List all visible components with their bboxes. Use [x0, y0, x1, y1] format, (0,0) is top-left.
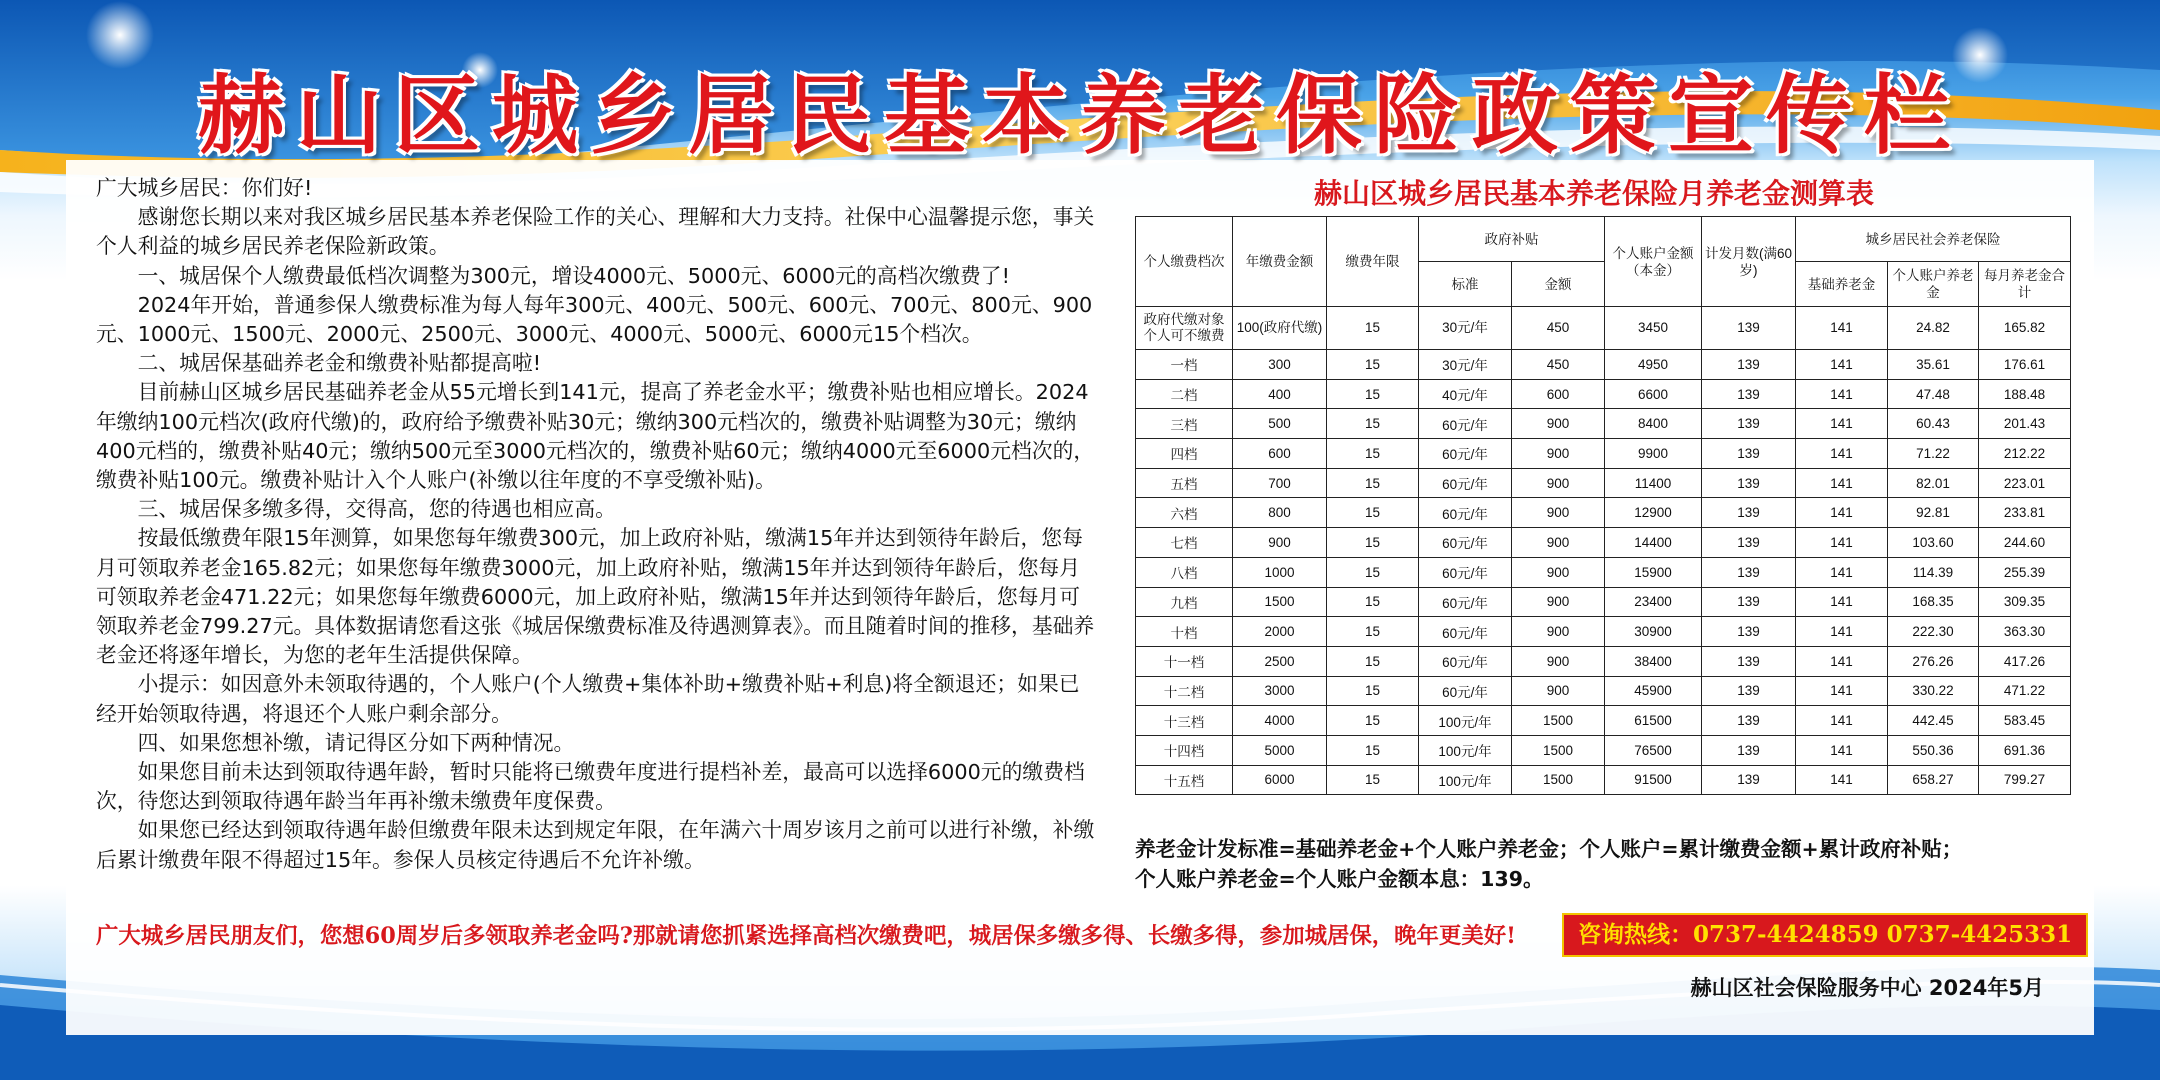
cell-account-pension: 92.81: [1888, 498, 1979, 528]
cell-years: 15: [1327, 706, 1419, 736]
cell-account-pension: 658.27: [1888, 765, 1979, 795]
table-row: [1136, 676, 2071, 706]
cell-account-pension: 550.36: [1888, 735, 1979, 765]
cell-account: 38400: [1605, 646, 1702, 676]
cell-basic: 141: [1796, 528, 1888, 558]
cell-annual: 5000: [1233, 735, 1327, 765]
cell-amount: 1500: [1512, 765, 1605, 795]
cell-basic: 141: [1796, 468, 1888, 498]
cell-account-pension: 114.39: [1888, 557, 1979, 587]
cell-standard: 60元/年: [1419, 498, 1512, 528]
cell-standard: 60元/年: [1419, 468, 1512, 498]
cell-account-pension: 276.26: [1888, 646, 1979, 676]
cell-annual: 1500: [1233, 587, 1327, 617]
cell-months: 139: [1702, 350, 1796, 380]
cell-amount: 1500: [1512, 735, 1605, 765]
letter-paragraph: 感谢您长期以来对我区城乡居民基本养老保险工作的关心、理解和大力支持。社保中心温馨提示您，事关个人利益的城乡居民养老保险新政策。: [96, 205, 1095, 259]
cell-basic: 141: [1796, 557, 1888, 587]
cell-amount: 900: [1512, 528, 1605, 558]
cell-basic: 141: [1796, 307, 1888, 350]
cell-tier: 八档: [1136, 557, 1233, 587]
cell-tier: 十档: [1136, 617, 1233, 647]
cell-months: 139: [1702, 498, 1796, 528]
section-heading: 一、城居保个人缴费最低档次调整为300元，增设4000元、5000元、6000元的高档次缴费了!: [137, 263, 1010, 288]
cell-account-pension: 222.30: [1888, 617, 1979, 647]
cell-basic: 141: [1796, 409, 1888, 439]
formula-line: 个人账户养老金=个人账户金额本息：139。: [1135, 867, 1544, 891]
cell-years: 15: [1327, 557, 1419, 587]
cell-months: 139: [1702, 735, 1796, 765]
slogan: 广大城乡居民朋友们，您想60周岁后多领取养老金吗?那就请您抓紧选择高档次缴费吧，城居保多缴多得、长缴多得，参加城居保，晚年更美好!: [96, 923, 1516, 949]
cell-months: 139: [1702, 587, 1796, 617]
cell-monthly-total: 233.81: [1979, 498, 2071, 528]
letter-greeting: 广大城乡居民：你们好!: [96, 176, 313, 200]
cell-monthly-total: 255.39: [1979, 557, 2071, 587]
cell-years: 15: [1327, 646, 1419, 676]
cell-account: 14400: [1605, 528, 1702, 558]
hotline-badge: 咨询热线：0737-4424859 0737-4425331: [1562, 913, 2088, 957]
letter-paragraph: 目前赫山区城乡居民基础养老金从55元增长到141元，提高了养老金水平；缴费补贴也相应增长。2024年缴纳100元档次(政府代缴)的，政府给予缴费补贴30元；缴纳300元档次的，缴费补贴调整为30元；缴纳400元档的，缴费补贴40元；缴纳500元至3000元档次的，缴费补贴60元；缴纳4000元至6000元档次的，缴费补贴100元。缴费补贴计入个人账户(补缴以往年度的不享受缴补贴)。: [96, 380, 1095, 493]
cell-monthly-total: 165.82: [1979, 307, 2071, 350]
issuer-footer: 赫山区社会保险服务中心 2024年5月: [1690, 976, 2044, 1000]
cell-account: 9900: [1605, 439, 1702, 469]
header-monthly-total: 每月养老金合计: [1979, 262, 2071, 307]
cell-years: 15: [1327, 735, 1419, 765]
cell-account-pension: 35.61: [1888, 350, 1979, 380]
cell-account-pension: 442.45: [1888, 706, 1979, 736]
header-pension-group: 城乡居民社会养老保险: [1796, 217, 2071, 262]
cell-annual: 600: [1233, 439, 1327, 469]
cell-years: 15: [1327, 765, 1419, 795]
cell-monthly-total: 309.35: [1979, 587, 2071, 617]
cell-amount: 900: [1512, 617, 1605, 647]
cell-basic: 141: [1796, 587, 1888, 617]
cell-annual: 2500: [1233, 646, 1327, 676]
cell-years: 15: [1327, 439, 1419, 469]
cell-account-pension: 82.01: [1888, 468, 1979, 498]
cell-annual: 300: [1233, 350, 1327, 380]
cell-months: 139: [1702, 439, 1796, 469]
cell-basic: 141: [1796, 617, 1888, 647]
cell-basic: 141: [1796, 706, 1888, 736]
cell-monthly-total: 176.61: [1979, 350, 2071, 380]
cell-monthly-total: 201.43: [1979, 409, 2071, 439]
table-row: [1136, 468, 2071, 498]
table-row: [1136, 307, 2071, 350]
tip-paragraph: 小提示：如因意外未领取待遇的，个人账户(个人缴费+集体补助+缴费补贴+利息)将全额退还；如果已经开始领取待遇，将退还个人账户剩余部分。: [96, 672, 1080, 726]
cell-amount: 450: [1512, 307, 1605, 350]
cell-standard: 100元/年: [1419, 735, 1512, 765]
cell-account-pension: 168.35: [1888, 587, 1979, 617]
cell-annual: 900: [1233, 528, 1327, 558]
cell-months: 139: [1702, 706, 1796, 736]
section-heading: 三、城居保多缴多得，交得高，您的待遇也相应高。: [137, 497, 616, 522]
cell-account: 15900: [1605, 557, 1702, 587]
cell-monthly-total: 471.22: [1979, 676, 2071, 706]
header-account-pension: 个人账户养老金: [1888, 262, 1979, 307]
cell-years: 15: [1327, 498, 1419, 528]
cell-months: 139: [1702, 646, 1796, 676]
table-row: [1136, 646, 2071, 676]
cell-basic: 141: [1796, 735, 1888, 765]
cell-basic: 141: [1796, 765, 1888, 795]
cell-monthly-total: 188.48: [1979, 379, 2071, 409]
table-row: [1136, 409, 2071, 439]
cell-tier: 政府代缴对象个人可不缴费: [1136, 307, 1233, 350]
cell-months: 139: [1702, 557, 1796, 587]
cell-account: 91500: [1605, 765, 1702, 795]
cell-account-pension: 60.43: [1888, 409, 1979, 439]
table-row: [1136, 528, 2071, 558]
cell-amount: 900: [1512, 468, 1605, 498]
cell-amount: 450: [1512, 350, 1605, 380]
cell-annual: 800: [1233, 498, 1327, 528]
cell-amount: 1500: [1512, 706, 1605, 736]
header-years: 缴费年限: [1327, 217, 1419, 307]
letter-paragraph: 按最低缴费年限15年测算，如果您每年缴费300元，加上政府补贴，缴满15年并达到领待年龄后，您每月可领取养老金165.82元；如果您每年缴费3000元，加上政府补贴，缴满15年并达到领待年龄后，您每月可领取养老金471.22元；如果您每年缴费6000元，加上政府补贴，缴满15年并达到领待年龄后，您每月可领取养老金799.27元。具体数据请您看这张《城居保缴费标准及待遇测算表》。而且随着时间的推移，基础养老金还将逐年增长，为您的老年生活提供保障。: [96, 526, 1095, 668]
cell-years: 15: [1327, 468, 1419, 498]
header-basic-pension: 基础养老金: [1796, 262, 1888, 307]
cell-standard: 40元/年: [1419, 379, 1512, 409]
cell-basic: 141: [1796, 646, 1888, 676]
cell-monthly-total: 691.36: [1979, 735, 2071, 765]
cell-account: 76500: [1605, 735, 1702, 765]
cell-annual: 6000: [1233, 765, 1327, 795]
cell-months: 139: [1702, 528, 1796, 558]
cell-months: 139: [1702, 409, 1796, 439]
cell-tier: 十三档: [1136, 706, 1233, 736]
cell-annual: 100(政府代缴): [1233, 307, 1327, 350]
cell-years: 15: [1327, 676, 1419, 706]
cell-basic: 141: [1796, 676, 1888, 706]
cell-years: 15: [1327, 379, 1419, 409]
cell-standard: 60元/年: [1419, 617, 1512, 647]
cell-monthly-total: 223.01: [1979, 468, 2071, 498]
cell-account: 4950: [1605, 350, 1702, 380]
table-row: [1136, 617, 2071, 647]
cell-amount: 600: [1512, 379, 1605, 409]
cell-standard: 60元/年: [1419, 439, 1512, 469]
cell-standard: 60元/年: [1419, 587, 1512, 617]
cell-amount: 900: [1512, 557, 1605, 587]
cell-monthly-total: 212.22: [1979, 439, 2071, 469]
cell-tier: 四档: [1136, 439, 1233, 469]
cell-annual: 3000: [1233, 676, 1327, 706]
table-row: [1136, 379, 2071, 409]
table-row: [1136, 706, 2071, 736]
cell-account: 6600: [1605, 379, 1702, 409]
formula-line: 养老金计发标准=基础养老金+个人账户养老金；个人账户=累计缴费金额+累计政府补贴；: [1135, 837, 1963, 861]
cell-standard: 60元/年: [1419, 409, 1512, 439]
formula-note: [1135, 834, 2095, 894]
cell-account: 3450: [1605, 307, 1702, 350]
cell-account: 23400: [1605, 587, 1702, 617]
cell-monthly-total: 417.26: [1979, 646, 2071, 676]
cell-months: 139: [1702, 676, 1796, 706]
table-row: [1136, 498, 2071, 528]
cell-account: 45900: [1605, 676, 1702, 706]
cell-tier: 五档: [1136, 468, 1233, 498]
cell-years: 15: [1327, 528, 1419, 558]
cell-tier: 十四档: [1136, 735, 1233, 765]
cell-years: 15: [1327, 587, 1419, 617]
cell-amount: 900: [1512, 498, 1605, 528]
cell-tier: 一档: [1136, 350, 1233, 380]
cell-amount: 900: [1512, 439, 1605, 469]
table-row: [1136, 350, 2071, 380]
cell-basic: 141: [1796, 439, 1888, 469]
cell-account: 12900: [1605, 498, 1702, 528]
cell-annual: 1000: [1233, 557, 1327, 587]
cell-standard: 60元/年: [1419, 557, 1512, 587]
cell-standard: 30元/年: [1419, 307, 1512, 350]
cell-account-pension: 24.82: [1888, 307, 1979, 350]
cell-tier: 十一档: [1136, 646, 1233, 676]
cell-standard: 60元/年: [1419, 528, 1512, 558]
cell-standard: 60元/年: [1419, 676, 1512, 706]
cell-annual: 700: [1233, 468, 1327, 498]
cell-amount: 900: [1512, 676, 1605, 706]
cell-months: 139: [1702, 765, 1796, 795]
cell-tier: 十五档: [1136, 765, 1233, 795]
cell-months: 139: [1702, 307, 1796, 350]
cell-years: 15: [1327, 350, 1419, 380]
header-months: 计发月数(满60岁): [1702, 217, 1796, 307]
cell-standard: 100元/年: [1419, 765, 1512, 795]
cell-tier: 九档: [1136, 587, 1233, 617]
cell-monthly-total: 244.60: [1979, 528, 2071, 558]
cell-years: 15: [1327, 409, 1419, 439]
cell-standard: 30元/年: [1419, 350, 1512, 380]
cell-amount: 900: [1512, 646, 1605, 676]
cell-basic: 141: [1796, 498, 1888, 528]
cell-account: 8400: [1605, 409, 1702, 439]
cell-standard: 60元/年: [1419, 646, 1512, 676]
cell-annual: 500: [1233, 409, 1327, 439]
section-heading: 二、城居保基础养老金和缴费补贴都提高啦!: [137, 351, 542, 376]
cell-account: 30900: [1605, 617, 1702, 647]
header-standard: 标准: [1419, 262, 1512, 307]
cell-basic: 141: [1796, 379, 1888, 409]
cell-basic: 141: [1796, 350, 1888, 380]
cell-annual: 4000: [1233, 706, 1327, 736]
cell-account: 61500: [1605, 706, 1702, 736]
cell-annual: 2000: [1233, 617, 1327, 647]
table-row: [1136, 557, 2071, 587]
cell-monthly-total: 799.27: [1979, 765, 2071, 795]
cell-months: 139: [1702, 379, 1796, 409]
header-annual-amount: 年缴费金额: [1233, 217, 1327, 307]
cell-tier: 二档: [1136, 379, 1233, 409]
page-title: 赫山区城乡居民基本养老保险政策宣传栏: [198, 66, 1962, 166]
pension-calculation-table: [1135, 216, 2071, 795]
table-row: [1136, 587, 2071, 617]
table-row: [1136, 765, 2071, 795]
cell-account-pension: 47.48: [1888, 379, 1979, 409]
cell-amount: 900: [1512, 587, 1605, 617]
cell-amount: 900: [1512, 409, 1605, 439]
cell-years: 15: [1327, 307, 1419, 350]
cell-tier: 七档: [1136, 528, 1233, 558]
table-row: [1136, 735, 2071, 765]
policy-letter: [96, 174, 1096, 875]
header-amount: 金额: [1512, 262, 1605, 307]
table-title: 赫山区城乡居民基本养老保险月养老金测算表: [1313, 177, 1874, 210]
cell-tier: 十二档: [1136, 676, 1233, 706]
cell-months: 139: [1702, 617, 1796, 647]
cell-monthly-total: 583.45: [1979, 706, 2071, 736]
header-tier: 个人缴费档次: [1136, 217, 1233, 307]
cell-account: 11400: [1605, 468, 1702, 498]
section-heading: 四、如果您想补缴，请记得区分如下两种情况。: [137, 730, 575, 755]
cell-standard: 100元/年: [1419, 706, 1512, 736]
cell-account-pension: 103.60: [1888, 528, 1979, 558]
cell-tier: 六档: [1136, 498, 1233, 528]
cell-tier: 三档: [1136, 409, 1233, 439]
letter-paragraph: 如果您目前未达到领取待遇年龄，暂时只能将已缴费年度进行提档补差，最高可以选择6000元的缴费档次，待您达到领取待遇年龄当年再补缴未缴费年度保费。: [96, 760, 1085, 814]
cell-annual: 400: [1233, 379, 1327, 409]
header-account-amount: 个人账户金额（本金）: [1605, 217, 1702, 307]
header-gov-subsidy: 政府补贴: [1419, 217, 1605, 262]
letter-paragraph: 2024年开始，普通参保人缴费标准为每人每年300元、400元、500元、600元、700元、800元、900元、1000元、1500元、2000元、2500元、3000元、4000元、5000元、6000元15个档次。: [96, 292, 1093, 347]
cell-monthly-total: 363.30: [1979, 617, 2071, 647]
cell-account-pension: 330.22: [1888, 676, 1979, 706]
cell-account-pension: 71.22: [1888, 439, 1979, 469]
cell-months: 139: [1702, 468, 1796, 498]
letter-paragraph: 如果您已经达到领取待遇年龄但缴费年限未达到规定年限，在年满六十周岁该月之前可以进行补缴，补缴后累计缴费年限不得超过15年。参保人员核定待遇后不允许补缴。: [96, 818, 1095, 872]
table-row: [1136, 439, 2071, 469]
cell-years: 15: [1327, 617, 1419, 647]
